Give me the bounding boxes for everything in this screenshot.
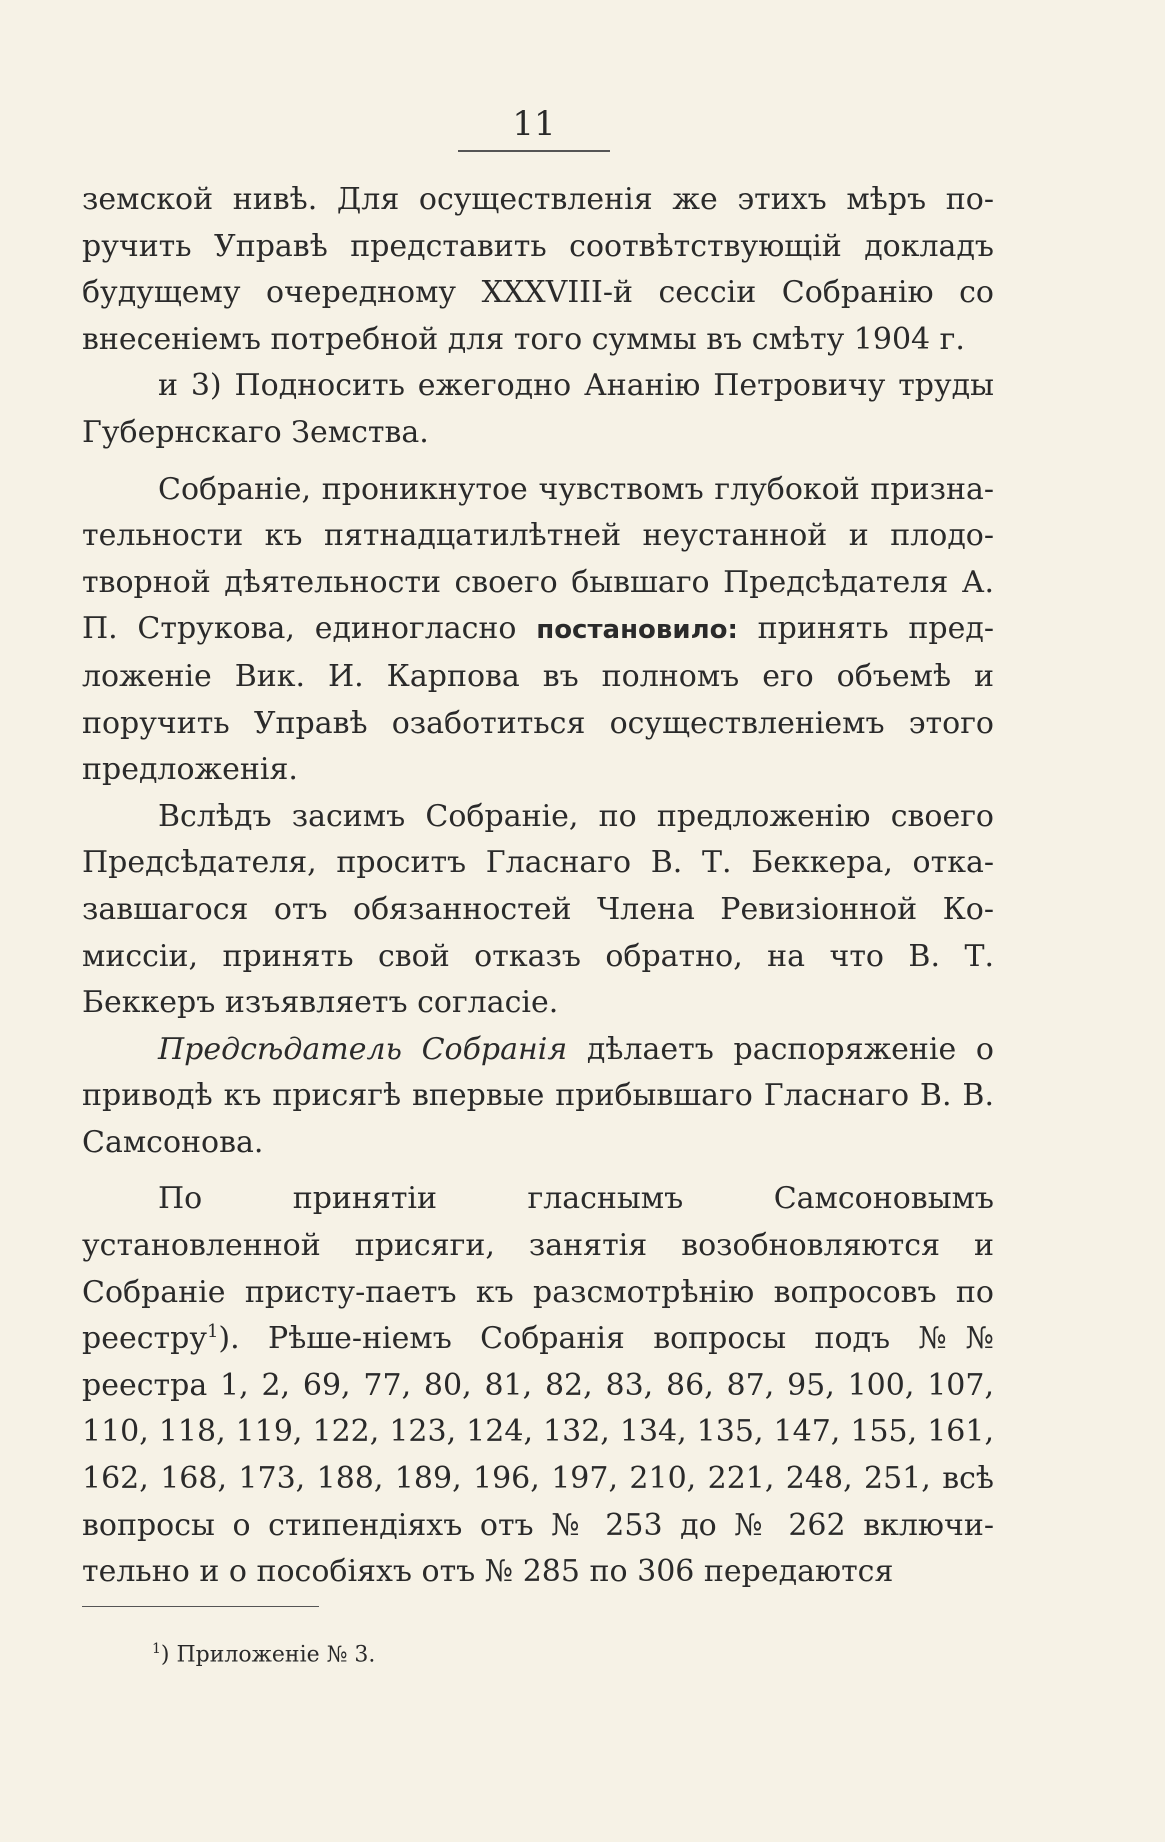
paragraph-item-3: и 3) Подносить ежегодно Ананію Петровичу труды Губернскаго Земства. [82,368,994,450]
registry-text-after: ). Рѣше-ніемъ Собранія вопросы подъ №№ реестра 1, 2, 69, 77, 80, 81, 82, 83, 86, 87, 95, 100, 107, 110, 118, 119, 122, 123, 124, 132, 134, 135, 147, 155, 161, 162, 168, 173, 188, 189, 196, 197, 210, 221, 248, 251, всѣ вопросы о стипендіяхъ отъ № 253 до № 262 включи-тельно и о пособіяхъ отъ № 285 по 306 передаются [82,1321,994,1590]
page-number: 11 [512,104,556,144]
footnote-reference[interactable]: 1 [206,1321,219,1343]
body-text [82,177,994,1596]
footnote-marker: 1 [152,1641,161,1657]
paragraph-resolution [82,467,994,794]
resolution-text-before: Собраніе, проникнутое чувствомъ глубокой призна-тельности къ пятнадцатилѣтней неустанной и плодо-творной дѣятельности своего бывшаго Предсѣдателя А. П. Струкова, единогласно [82,471,994,647]
chairman-title: Предсѣдатель Собранія [158,1031,568,1067]
chairman-order-text: дѣлаетъ распоряженіе о приводѣ къ присягѣ впервые прибывшаго Гласнаго В. В. Самсонова. [82,1031,994,1160]
footnote-rule [82,1606,319,1607]
paragraph-chairman-order [82,1027,994,1167]
footnote-text: ) Приложеніе № 3. [160,1642,376,1668]
paragraph-registry [82,1176,994,1595]
registry-text-before: По принятіи гласнымъ Самсоновымъ установленной присяги, занятія возобновляются и Собраніе присту-паетъ къ разсмотрѣнію вопросовъ по реестру [82,1181,994,1357]
footnote [152,1634,375,1670]
resolution-keyword: постановило: [536,615,738,646]
header-rule [458,150,610,152]
resolution-text-after: принять пред-ложеніе Вик. И. Карпова въ полномъ его объемѣ и поручить Управѣ озаботиться осуществленіемъ этого предложенія. [82,611,994,788]
paragraph-continuation: земской нивѣ. Для осуществленія же этихъ мѣръ по-ручить Управѣ представить соотвѣтствующій докладъ будущему очередному XXXVIII-й сессіи Собранію со внесеніемъ потребной для того суммы въ смѣту 1904 г. [82,182,994,357]
paragraph-becker: Вслѣдъ засимъ Собраніе, по предложенію своего Предсѣдателя, проситъ Гласнаго В. Т. Беккера, отка-завшагося отъ обязанностей Члена Ревизіонной Ко-миссіи, принять свой отказъ обратно, на что В. Т. Беккеръ изъявляетъ согласіе. [82,798,994,1021]
